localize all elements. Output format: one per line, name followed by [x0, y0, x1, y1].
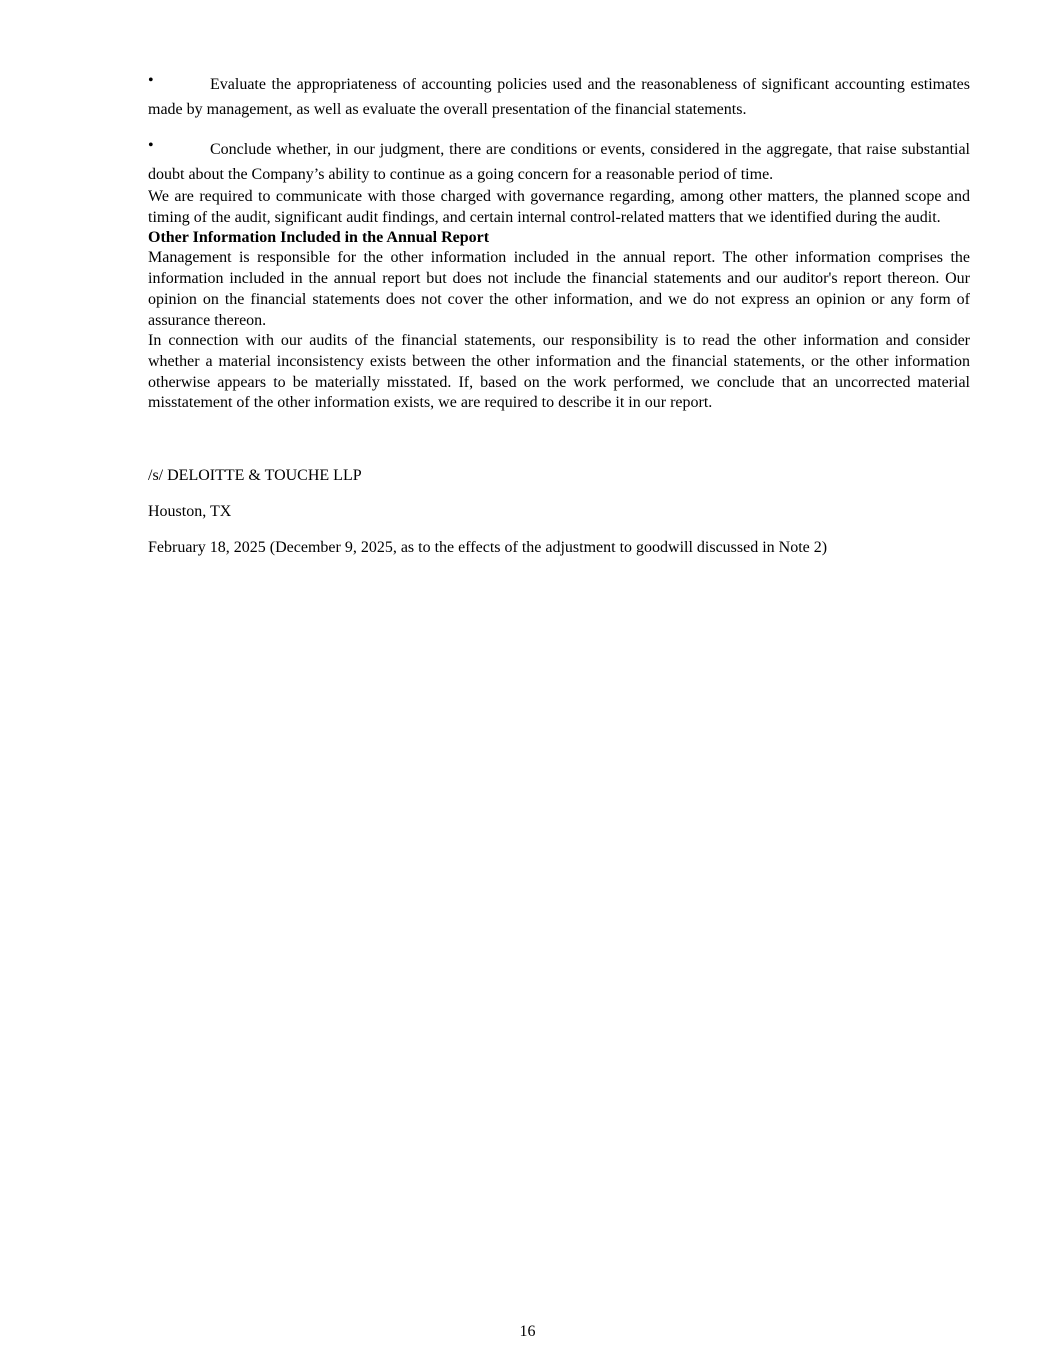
signature-date: February 18, 2025 (December 9, 2025, as to the effects of the adjustment to goodwill discussed in Note 2) — [148, 539, 828, 557]
signature-block — [148, 466, 970, 558]
signature-location: Houston, TX — [148, 503, 232, 521]
auditor-responsibility-paragraph: In connection with our audits of the financial statements, our responsibility is to read the other information and consider whether a material inconsistency exists between the other information and the financial statements, or the other information otherwise appears to be materially misstated. If, based on the work performed, we conclude that an uncorrected material misstatement of the other information exists, we are required to describe it in our report. — [148, 332, 970, 412]
bullet-item-conclude — [148, 137, 970, 187]
governance-paragraph: We are required to communicate with those charged with governance regarding, among other matters, the planned scope and timing of the audit, significant audit findings, and certain internal control-related matters that we identified during the audit. — [148, 188, 970, 226]
bullet-icon: • — [148, 72, 154, 89]
report-body — [148, 72, 970, 558]
other-information-heading: Other Information Included in the Annual Report — [148, 229, 490, 247]
management-responsibility-paragraph: Management is responsible for the other information included in the annual report. The other information comprises the information included in the annual report but does not include the financial statements and our auditor's report thereon. Our opinion on the financial statements does not cover the other information, and we do not express an opinion or any form of assurance thereon. — [148, 249, 970, 329]
page-number: 16 — [519, 1323, 536, 1340]
bullet-item-evaluate — [148, 72, 970, 122]
bullet-icon: • — [148, 137, 154, 154]
signature-firm: /s/ DELOITTE & TOUCHE LLP — [148, 467, 362, 485]
bullet-text: Conclude whether, in our judgment, there are conditions or events, considered in the aggregate, that raise substantial doubt about the Company’s ability to continue as a going concern for a reasonable period of time. — [148, 141, 970, 183]
bullet-text: Evaluate the appropriateness of accounting policies used and the reasonableness of significant accounting estimates made by management, as well as evaluate the overall presentation of the financial statements. — [148, 76, 970, 118]
